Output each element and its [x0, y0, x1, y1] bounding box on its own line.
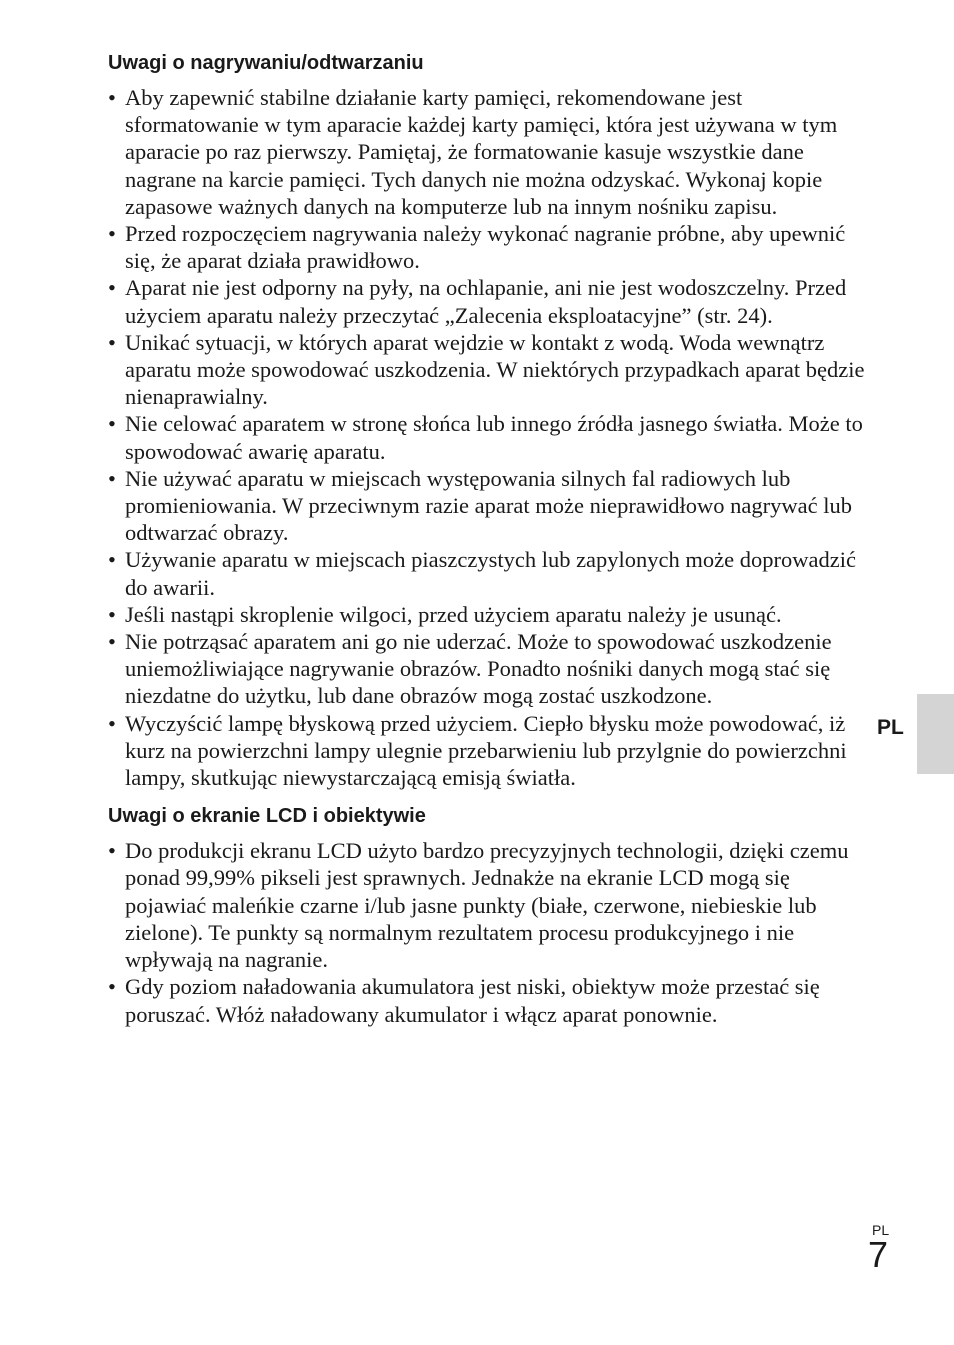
list-item: • Przed rozpoczęciem nagrywania należy wykonać nagranie próbne, aby upewnić się, że aparat działa prawidłowo. [108, 220, 868, 274]
section-heading-lcd: Uwagi o ekranie LCD i obiektywie [108, 805, 426, 828]
language-tab-label: PL [877, 716, 904, 739]
page-number: 7 [868, 1234, 889, 1275]
footer-language: PL [872, 1222, 890, 1238]
language-side-tab [917, 694, 954, 774]
list-item: • Gdy poziom naładowania akumulatora jest niski, obiektyw może przestać się poruszać. Włóż naładowany akumulator i włącz aparat ponownie. [108, 973, 868, 1027]
recording-notes-list [108, 84, 868, 791]
list-item: • Nie używać aparatu w miejscach występowania silnych fal radiowych lub promieniowania. W przeciwnym razie aparat może nieprawidłowo nagrywać lub odtwarzać obrazy. [108, 465, 868, 547]
list-item: • Aby zapewnić stabilne działanie karty pamięci, rekomendowane jest sformatowanie w tym aparacie każdej karty pamięci, która jest używana w tym aparacie po raz pierwszy. Pamiętaj, że formatowanie kasuje wszystkie dane nagrane na karcie pamięci. Tych danych nie można odzyskać. Wykonaj kopie zapasowe ważnych danych na komputerze lub na innym nośniku zapisu. [108, 84, 868, 220]
list-item: • Jeśli nastąpi skroplenie wilgoci, przed użyciem aparatu należy je usunąć. [108, 601, 868, 628]
list-item: • Aparat nie jest odporny na pyły, na ochlapanie, ani nie jest wodoszczelny. Przed użyciem aparatu należy przeczytać „Zalecenia eksploatacyjne” (str. 24). [108, 274, 868, 328]
page-content [108, 50, 868, 1028]
list-item: • Do produkcji ekranu LCD użyto bardzo precyzyjnych technologii, dzięki czemu ponad 99,99% pikseli jest sprawnych. Jednakże na ekranie LCD mogą się pojawiać maleńkie czarne i/lub jasne punkty (białe, czerwone, niebieskie lub zielone). Te punkty są normalnym rezultatem procesu produkcyjnego i nie wpływają na nagranie. [108, 837, 868, 973]
list-item: • Używanie aparatu w miejscach piaszczystych lub zapylonych może doprowadzić do awarii. [108, 546, 868, 600]
list-item: • Nie potrząsać aparatem ani go nie uderzać. Może to spowodować uszkodzenie uniemożliwiające nagrywanie obrazów. Ponadto nośniki danych mogą stać się niezdatne do użytku, lub dane obrazów mogą zostać uszkodzone. [108, 628, 868, 710]
lcd-notes-list [108, 837, 868, 1027]
list-item: • Wyczyścić lampę błyskową przed użyciem. Ciepło błysku może powodować, iż kurz na powierzchni lampy ulegnie przebarwieniu lub przylgnie do powierzchni lampy, skutkując niewystarczającą emisją światła. [108, 710, 868, 792]
list-item: • Unikać sytuacji, w których aparat wejdzie w kontakt z wodą. Woda wewnątrz aparatu może spowodować uszkodzenia. W niektórych przypadkach aparat będzie nienaprawialny. [108, 329, 868, 411]
section-heading-recording: Uwagi o nagrywaniu/odtwarzaniu [108, 52, 424, 74]
list-item: • Nie celować aparatem w stronę słońca lub innego źródła jasnego światła. Może to spowodować awarię aparatu. [108, 410, 868, 464]
